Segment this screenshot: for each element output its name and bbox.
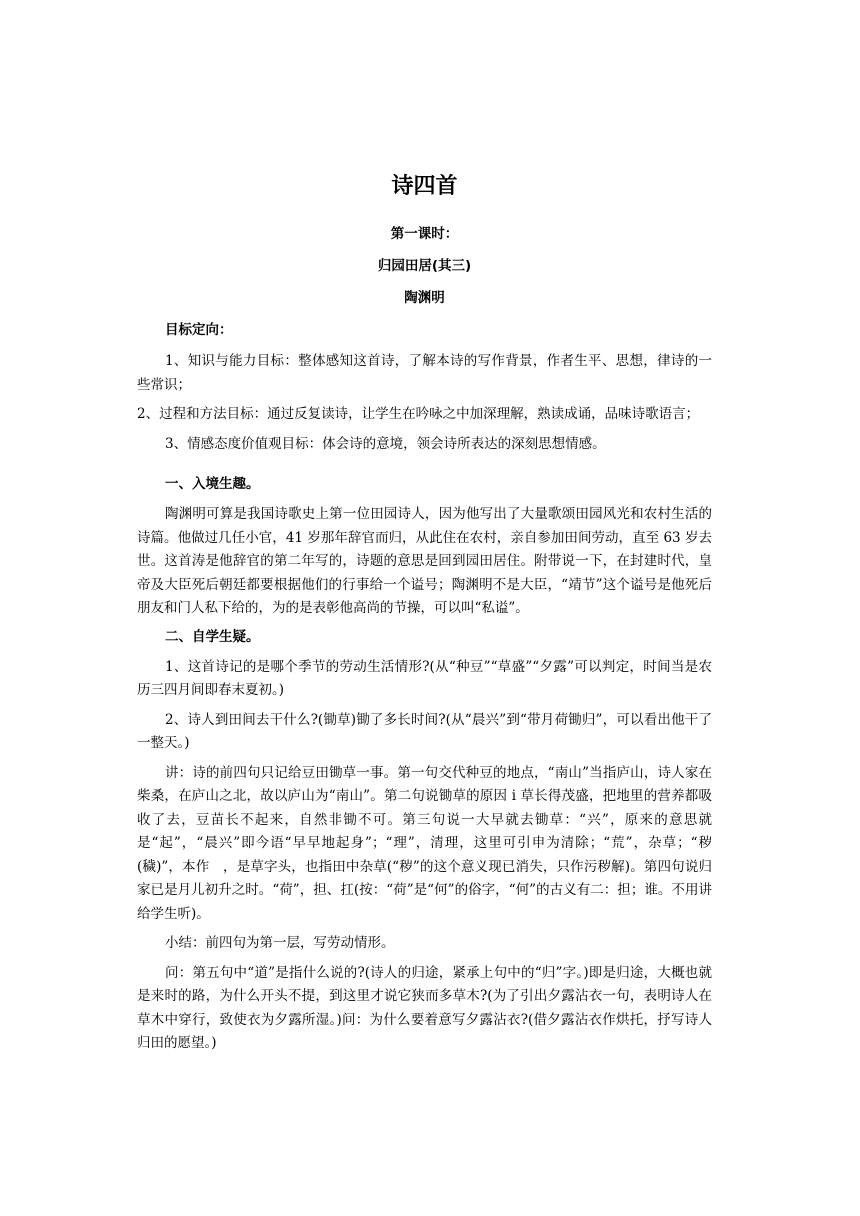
objective-1: 1、知识与能力目标：整体感知这首诗，了解本诗的写作背景，作者生平、思想，律诗的一些常识； [137, 353, 712, 393]
poem-title: 归园田居(其三) [377, 258, 472, 274]
summary-paragraph: 小结：前四句为第一层，写劳动情形。 [165, 935, 395, 951]
section-2-heading: 二、自学生疑。 [165, 628, 260, 645]
lecture-paragraph: 讲：诗的前四句只记给豆田锄草一事。第一句交代种豆的地点，“南山”当指庐山，诗人家在柴桑，在庐山之北，故以庐山为“南山”。第二句说锄草的原因 i 草长得茂盛，把地里的营养都吸收了去，豆苗长不起来，自然非锄不可。第三句说一大早就去锄草：“兴”，原来的意思就是“起”，“晨兴”即今语“早早地起身”；“理”，清理，这里可引申为清除；“荒”，杂草；“秽(穢)”，本作 ，是草字头，也指田中杂草(“秽”的这个意义现已消失，只作污秽解)。第四句说归家已是月儿初升之时。“荷”，担、扛(按：“荷”是“何”的俗字，“何”的古义有二：担；谁。不用讲给学生听)。 [137, 764, 712, 922]
document-title: 诗四首 [391, 174, 458, 199]
objective-2: 2、过程和方法目标：通过反复读诗，让学生在吟咏之中加深理解，熟读成诵，品味诗歌语言； [137, 406, 700, 422]
objectives-label: 目标定向： [165, 322, 233, 338]
question-paragraph: 问：第五句中“道”是指什么说的?(诗人的归途，紧承上句中的“归”字。)即是归途，大概也就是来时的路，为什么开头不提，到这里才说它狭而多草木?(为了引出夕露沾衣一句，表明诗人在草木中穿行，致使衣为夕露所湿。)问：为什么要着意写夕露沾衣?(借夕露沾衣作烘托，抒写诗人归田的愿望。) [137, 964, 712, 1051]
question-2: 2、诗人到田间去干什么?(锄草)锄了多长时间?(从“晨兴”到“带月荷锄归”，可以看出他干了一整天。) [137, 711, 712, 751]
objective-3: 3、情感态度价值观目标：体会诗的意境，领会诗所表达的深刻思想情感。 [165, 435, 606, 452]
question-1: 1、这首诗记的是哪个季节的劳动生活情形?(从“种豆”“草盛”“夕露”可以判定，时间当是农历三四月间即春末夏初。) [137, 658, 712, 698]
document-content [137, 170, 712, 1062]
poem-author: 陶渊明 [404, 290, 445, 306]
section-1-paragraph: 陶渊明可算是我国诗歌史上第一位田园诗人，因为他写出了大量歌颂田园风光和农村生活的诗篇。他做过几任小官，41 岁那年辞官而归，从此住在农村，亲自参加田间劳动，直至 63 岁去世。这首涛是他辞官的第二年写的，诗题的意思是回到园田居住。附带说一下，在封建时代，皇帝及大臣死后朝廷都要根据他们的行事给一个谥号；陶渊明不是大臣，“靖节”这个谥号是他死后朋友和门人私下给的，为的是表彰他高尚的节操，可以叫“私谥”。 [137, 506, 712, 616]
lesson-label: 第一课时： [390, 226, 459, 242]
section-1-heading: 一、入境生趣。 [165, 476, 260, 492]
